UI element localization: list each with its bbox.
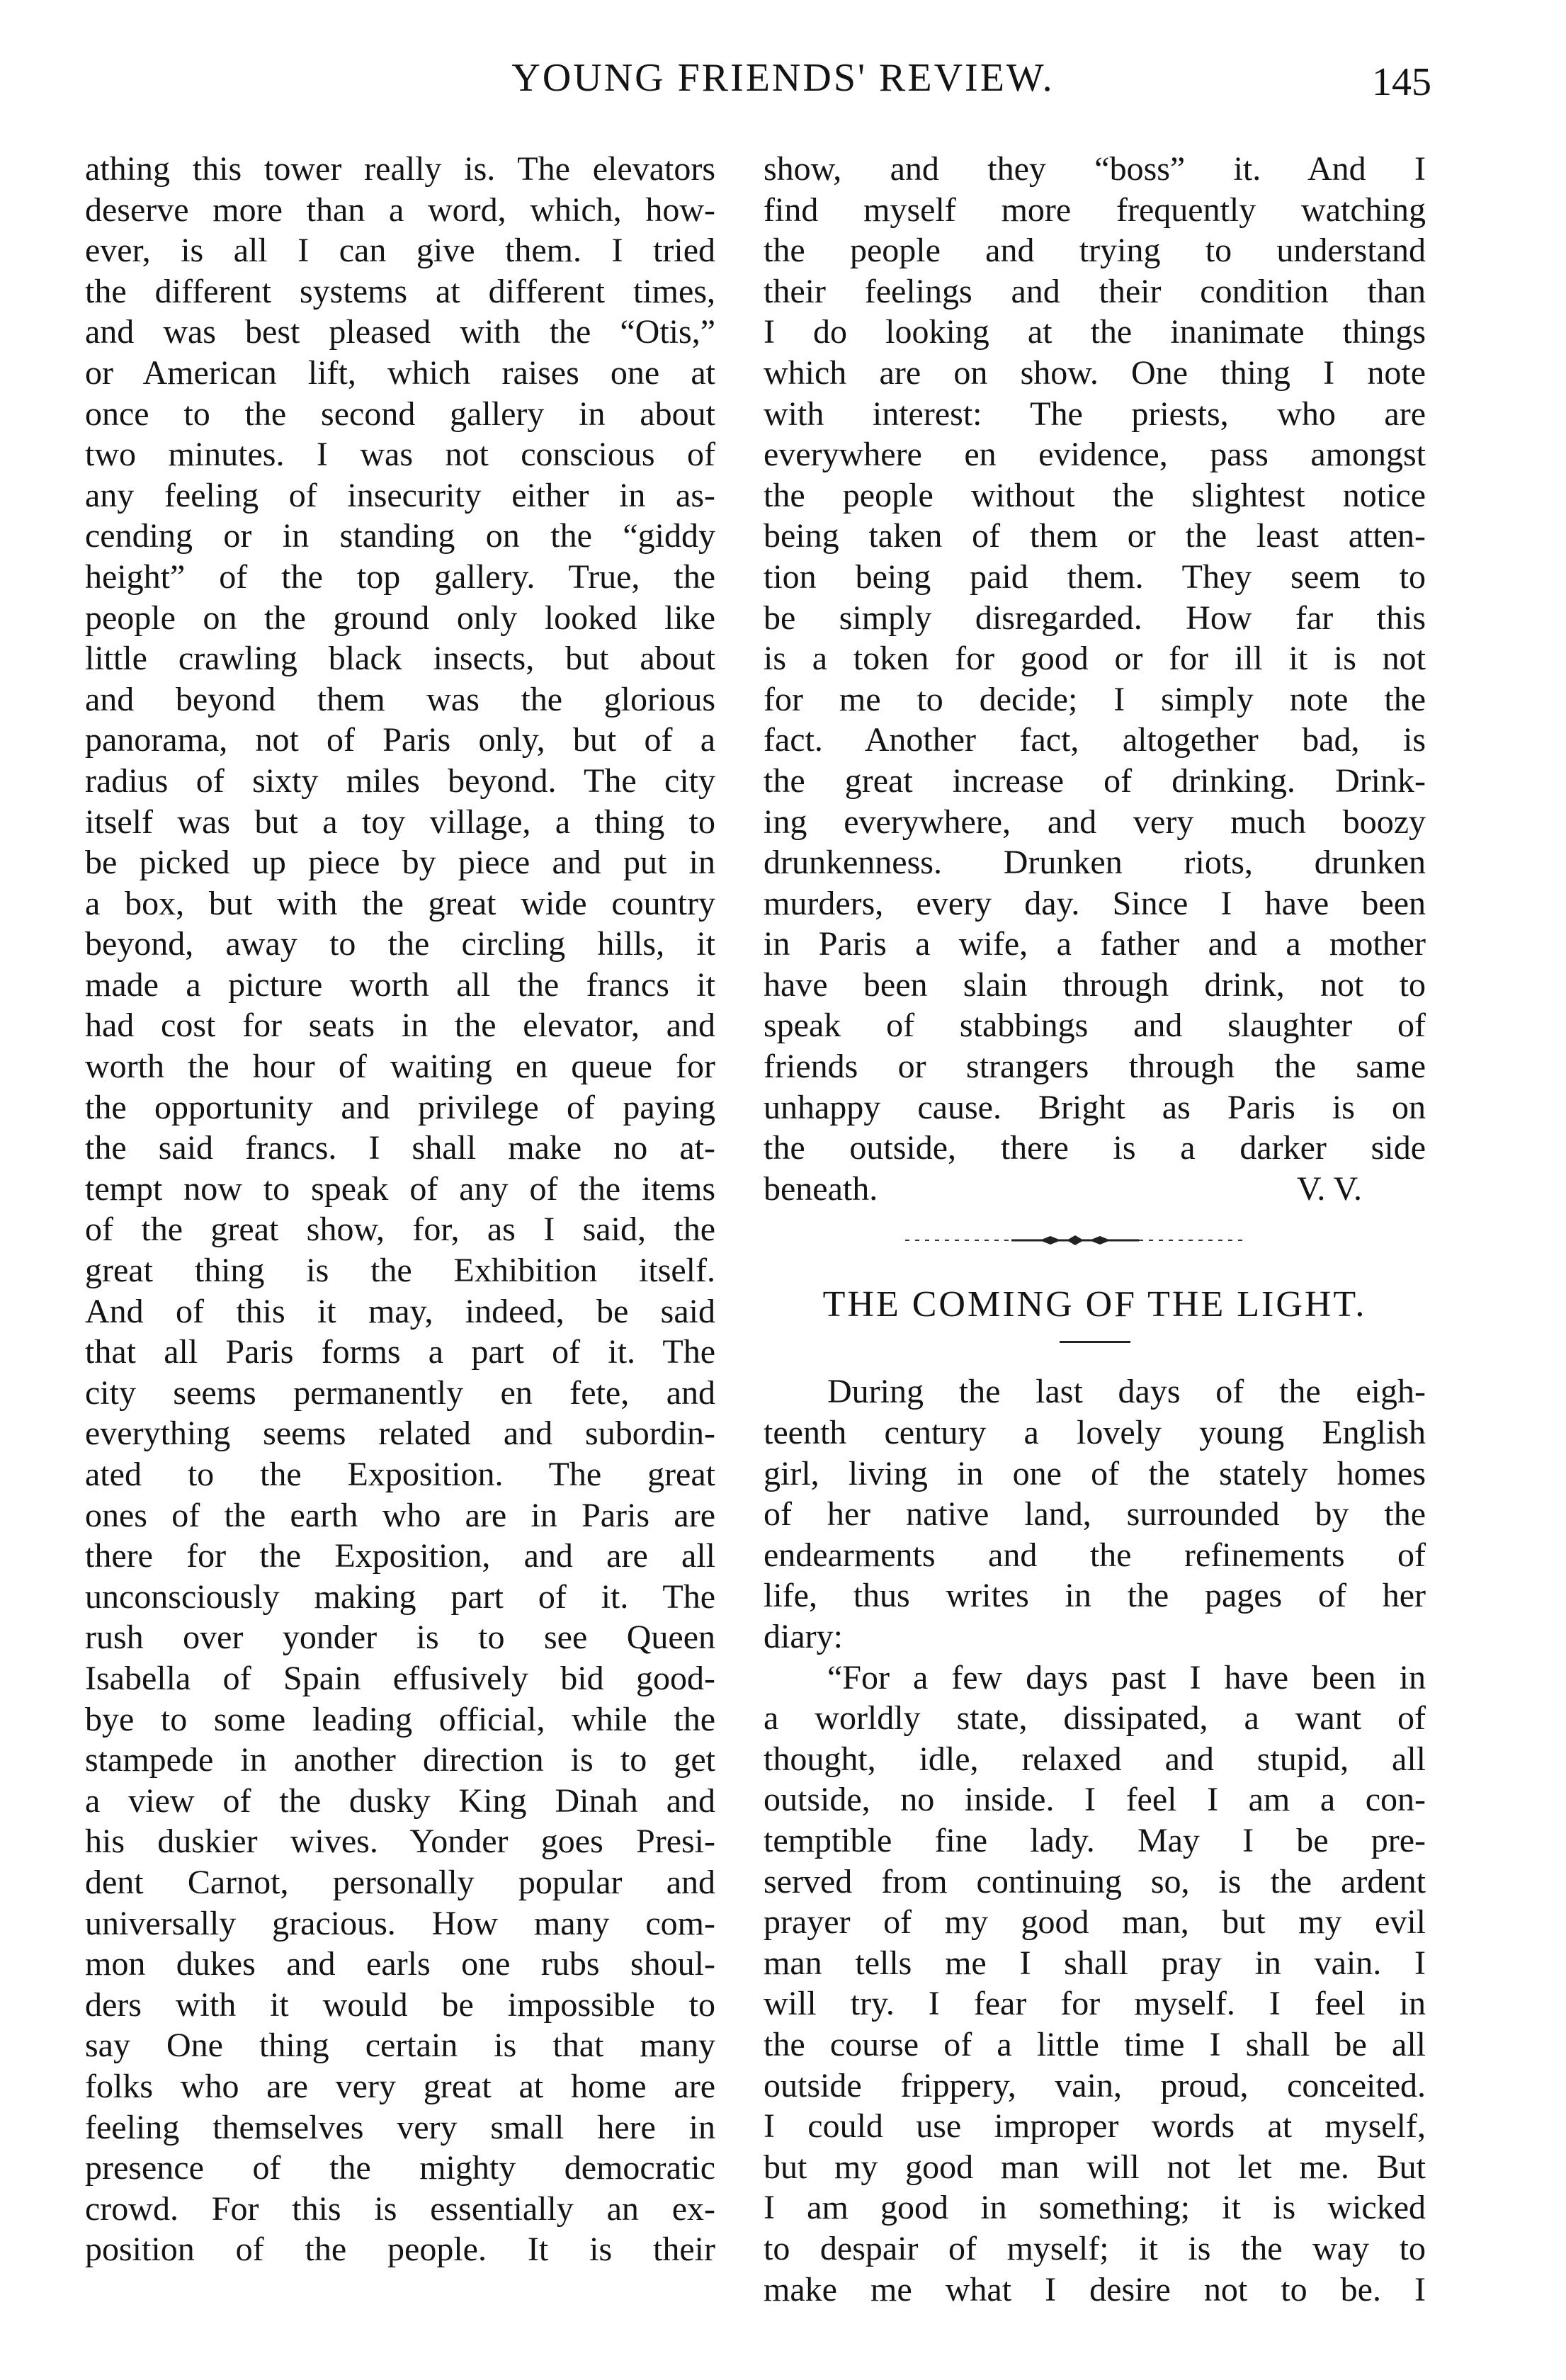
- text-line: for me to decide; I simply note the: [764, 680, 1426, 718]
- text-line: beyond, away to the circling hills, it: [85, 925, 715, 963]
- text-line: prayer of my good man, but my evil: [764, 1903, 1426, 1942]
- title-rule: [1060, 1341, 1130, 1343]
- page-number: 145: [1372, 60, 1431, 104]
- text-line: made a picture worth all the francs it: [85, 965, 715, 1004]
- text-line: I am good in something; it is wicked: [764, 2189, 1426, 2227]
- section-divider-ornament: [764, 1209, 1426, 1276]
- text-line: unconsciously making part of it. The: [85, 1577, 715, 1616]
- running-title: YOUNG FRIENDS' REVIEW.: [511, 56, 1055, 100]
- text-line: girl, living in one of the stately homes: [764, 1454, 1426, 1492]
- text-line: radius of sixty miles beyond. The city: [85, 761, 715, 800]
- text-line: will try. I fear for myself. I feel in: [764, 1985, 1426, 2023]
- text-line: had cost for seats in the elevator, and: [85, 1007, 715, 1045]
- text-line: position of the people. It is their: [85, 2231, 715, 2269]
- text-line: And of this it may, indeed, be said: [85, 1292, 715, 1330]
- text-line: be simply disregarded. How far this: [764, 599, 1426, 637]
- text-line: of the great show, for, as I said, the: [85, 1211, 715, 1249]
- text-line: but my good man will not let me. But: [764, 2148, 1426, 2186]
- text-line: make me what I desire not to be. I: [764, 2270, 1426, 2308]
- text-line: and was best pleased with the “Otis,”: [85, 313, 715, 351]
- text-line: in Paris a wife, a father and a mother: [764, 925, 1426, 963]
- text-line: crowd. For this is essentially an ex-: [85, 2189, 715, 2228]
- text-line: with interest: The priests, who are: [764, 395, 1426, 433]
- text-line: little crawling black insects, but about: [85, 640, 715, 678]
- text-line: which are on show. One thing I note: [764, 353, 1426, 392]
- signoff-word: beneath.: [764, 1169, 878, 1208]
- text-line: height” of the top gallery. True, the: [85, 557, 715, 596]
- text-line: ders with it would be impossible to: [85, 1985, 715, 2024]
- text-line: dent Carnot, personally popular and: [85, 1863, 715, 1901]
- text-line: stampede in another direction is to get: [85, 1741, 715, 1779]
- text-line: city seems permanently en fete, and: [85, 1373, 715, 1412]
- text-line: a view of the dusky King Dinah and: [85, 1781, 715, 1820]
- text-line: is a token for good or for ill it is not: [764, 640, 1426, 678]
- text-line: man tells me I shall pray in vain. I: [764, 1944, 1426, 1982]
- page-header: [0, 55, 1566, 119]
- text-line: worth the hour of waiting en queue for: [85, 1048, 715, 1086]
- text-line: folks who are very great at home are: [85, 2067, 715, 2105]
- text-line: find myself more frequently watching: [764, 191, 1426, 229]
- text-line: temptible fine lady. May I be pre-: [764, 1821, 1426, 1859]
- article-signoff: [764, 1169, 1426, 1210]
- text-line: their feelings and their condition than: [764, 272, 1426, 310]
- text-line: the outside, there is a darker side: [764, 1129, 1426, 1167]
- text-line: or American lift, which raises one at: [85, 353, 715, 392]
- text-line: fact. Another fact, altogether bad, is: [764, 721, 1426, 759]
- text-line: I do looking at the inanimate things: [764, 313, 1426, 351]
- text-line: ing everywhere, and very much boozy: [764, 803, 1426, 841]
- text-line: speak of stabbings and slaughter of: [764, 1007, 1426, 1045]
- text-line: outside frippery, vain, proud, conceited.: [764, 2066, 1426, 2104]
- text-line: friends or strangers through the same: [764, 1048, 1426, 1086]
- text-line: Isabella of Spain effusively bid good-: [85, 1659, 715, 1697]
- text-line: the opportunity and privilege of paying: [85, 1088, 715, 1126]
- text-line: being taken of them or the least atten-: [764, 517, 1426, 555]
- text-line: feeling themselves very small here in: [85, 2108, 715, 2146]
- text-line: great thing is the Exhibition itself.: [85, 1252, 715, 1290]
- text-line: I could use improper words at myself,: [764, 2107, 1426, 2146]
- section-title: THE COMING OF THE LIGHT.: [822, 1284, 1367, 1325]
- text-line: the different systems at different times,: [85, 272, 715, 310]
- text-line: once to the second gallery in about: [85, 395, 715, 433]
- text-line: say One thing certain is that many: [85, 2027, 715, 2065]
- text-line: During the last days of the eigh-: [827, 1373, 1426, 1411]
- text-line: deserve more than a word, which, how-: [85, 191, 715, 229]
- text-line: universally gracious. How many com-: [85, 1904, 715, 1942]
- text-line: mon dukes and earls one rubs shoul-: [85, 1945, 715, 1983]
- text-line: diary:: [764, 1618, 843, 1655]
- text-line: be picked up piece by piece and put in: [85, 844, 715, 882]
- text-line: there for the Exposition, and are all: [85, 1537, 715, 1575]
- text-line: everywhere en evidence, pass amongst: [764, 436, 1426, 474]
- text-line: presence of the mighty democratic: [85, 2149, 715, 2187]
- text-line: the great increase of drinking. Drink-: [764, 761, 1426, 800]
- text-line: ever, is all I can give them. I tried: [85, 232, 715, 270]
- text-line: his duskier wives. Yonder goes Presi-: [85, 1823, 715, 1861]
- ornament-icon: [905, 1233, 1245, 1247]
- text-line: teenth century a lovely young English: [764, 1414, 1426, 1452]
- text-line: the people and trying to understand: [764, 232, 1426, 270]
- text-line: a worldly state, dissipated, a want of: [764, 1699, 1426, 1738]
- text-line: two minutes. I was not conscious of: [85, 436, 715, 474]
- right-column: [764, 149, 1426, 2310]
- text-line: bye to some leading official, while the: [85, 1700, 715, 1738]
- text-line: have been slain through drink, not to: [764, 965, 1426, 1004]
- text-line: panorama, not of Paris only, but of a: [85, 721, 715, 759]
- author-initials: V. V.: [1296, 1169, 1362, 1208]
- text-line: and beyond them was the glorious: [85, 680, 715, 718]
- text-line: any feeling of insecurity either in as-: [85, 476, 715, 514]
- text-line: thought, idle, relaxed and stupid, all: [764, 1740, 1426, 1778]
- text-line: everything seems related and subordin-: [85, 1415, 715, 1453]
- text-line: cending or in standing on the “giddy: [85, 517, 715, 555]
- text-line: murders, every day. Since I have been: [764, 884, 1426, 922]
- text-line: athing this tower really is. The elevators: [85, 150, 715, 188]
- text-line: rush over yonder is to see Queen: [85, 1619, 715, 1657]
- text-line: show, and they “boss” it. And I: [764, 150, 1426, 188]
- text-line: served from continuing so, is the ardent: [764, 1862, 1426, 1900]
- text-line: unhappy cause. Bright as Paris is on: [764, 1088, 1426, 1126]
- text-line: that all Paris forms a part of it. The: [85, 1333, 715, 1371]
- text-line: to despair of myself; it is the way to: [764, 2229, 1426, 2267]
- text-line: people on the ground only looked like: [85, 599, 715, 637]
- text-line: the people without the slightest notice: [764, 476, 1426, 514]
- text-line: a box, but with the great wide country: [85, 884, 715, 922]
- text-line: of her native land, surrounded by the: [764, 1495, 1426, 1534]
- text-line: drunkenness. Drunken riots, drunken: [764, 844, 1426, 882]
- text-line: tempt now to speak of any of the items: [85, 1169, 715, 1208]
- left-column: [85, 149, 715, 2270]
- text-line: the said francs. I shall make no at-: [85, 1129, 715, 1167]
- text-line: endearments and the refinements of: [764, 1536, 1426, 1574]
- text-line: the course of a little time I shall be all: [764, 2025, 1426, 2063]
- text-line: tion being paid them. They seem to: [764, 557, 1426, 596]
- text-line: “For a few days past I have been in: [827, 1658, 1426, 1696]
- text-line: ated to the Exposition. The great: [85, 1456, 715, 1493]
- text-line: itself was but a toy village, a thing to: [85, 803, 715, 841]
- text-line: outside, no inside. I feel I am a con-: [764, 1781, 1426, 1819]
- text-line: life, thus writes in the pages of her: [764, 1577, 1426, 1615]
- text-line: ones of the earth who are in Paris are: [85, 1496, 715, 1534]
